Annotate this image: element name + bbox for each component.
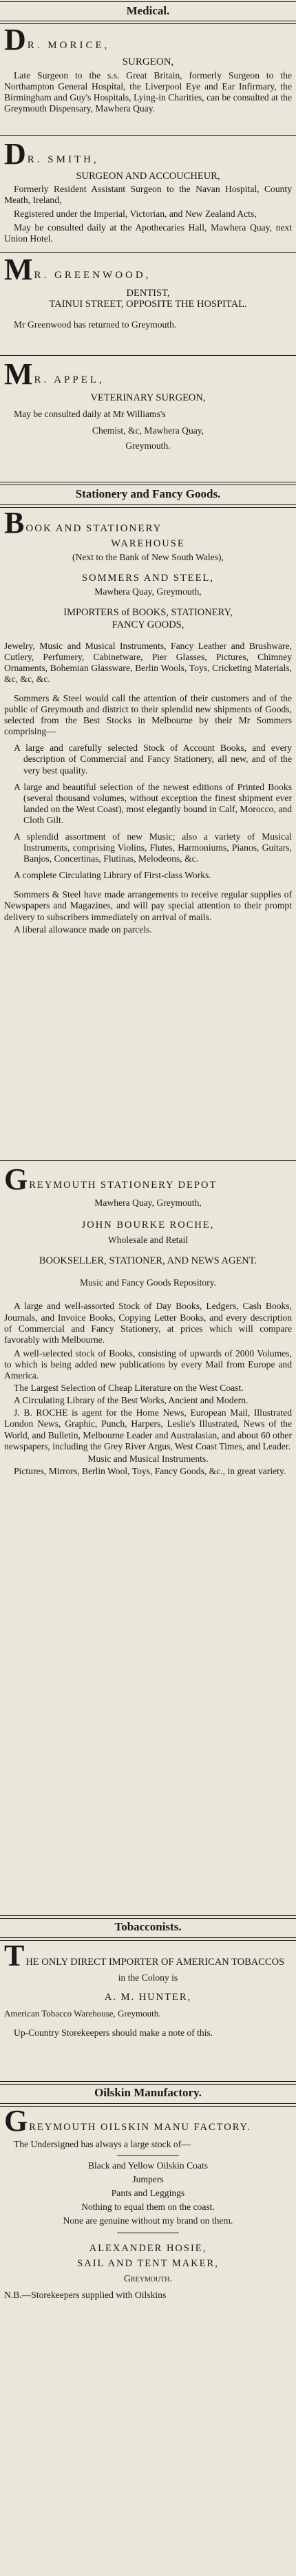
rule bbox=[0, 1915, 296, 1919]
ad-name: A. M. HUNTER, bbox=[104, 1992, 192, 2003]
ad-address: Mawhera Quay, Greymouth, bbox=[94, 586, 202, 597]
rule bbox=[0, 504, 296, 508]
ad-sommers-and-steel bbox=[4, 506, 292, 1158]
ad-list: Jewelry, Music and Musical Instruments, Fancy Leather and Brushware, Cutlery, Perfumery, Cabinetware, Pier Glasses, Pictures, Chimney Ornaments, Bohemian Glassware, Berlin Wools, Toys, Cricketing Materials, &c, &c, &c. bbox=[4, 640, 292, 684]
ad-firm: SOMMERS AND STEEL, bbox=[82, 573, 214, 584]
ad-body: The Largest Selection of Cheap Literature on the West Coast. bbox=[14, 1383, 244, 1394]
section-heading-oilskin: Oilskin Manufactory. bbox=[94, 2086, 202, 2099]
rule bbox=[0, 1160, 296, 1161]
section-heading-medical: Medical. bbox=[126, 4, 170, 17]
ad-hunter bbox=[4, 1939, 292, 2078]
ad-heading: IMPORTERS of BOOKS, STATIONERY, bbox=[63, 607, 233, 619]
section-heading-stationery: Stationery and Fancy Goods. bbox=[75, 487, 221, 500]
ad-item: Pants and Leggings bbox=[111, 2188, 185, 2199]
ad-name: JOHN BOURKE ROCHE, bbox=[81, 1220, 215, 1231]
ad-greenwood bbox=[4, 253, 292, 354]
rule bbox=[0, 2081, 296, 2085]
rule bbox=[0, 135, 296, 136]
ad-name: R. APPEL, bbox=[34, 374, 105, 385]
drop-cap: T bbox=[4, 1939, 25, 1972]
ad-name: R. GREENWOOD, bbox=[34, 270, 151, 281]
ad-roche bbox=[4, 1162, 292, 1910]
ad-body: Formerly Resident Assistant Surgeon to the Navan Hospital, County Meath, Ireland, bbox=[4, 184, 292, 206]
ad-title: DENTIST, bbox=[126, 288, 170, 299]
ad-body: Late Surgeon to the s.s. Great Britain, formerly Surgeon to the Northampton General Hospital, the Liverpool Eye and Ear Infirmary, the Birmingham and Guy's Hospitals, Lying-in Charities, can be consulted at the Greymouth Dispensary, Mawhera Quay. bbox=[4, 70, 292, 114]
ad-line: WAREHOUSE bbox=[111, 538, 185, 549]
ad-address: TAINUI STREET, OPPOSITE THE HOSPITAL. bbox=[49, 299, 247, 310]
ad-body: Chemist, &c, Mawhera Quay, bbox=[92, 425, 204, 436]
rule bbox=[0, 482, 296, 485]
ad-morice bbox=[4, 23, 292, 131]
ad-note: None are genuine without my brand on them. bbox=[63, 2215, 233, 2226]
rule bbox=[0, 2103, 296, 2107]
ad-address: American Tobacco Warehouse, Greymouth. bbox=[4, 2008, 161, 2019]
ad-heading: FANCY GOODS, bbox=[112, 619, 184, 631]
drop-cap: D bbox=[4, 23, 26, 56]
ad-hosie bbox=[4, 2104, 292, 2574]
ad-appel bbox=[4, 357, 292, 480]
ad-line: OOK AND STATIONERY bbox=[25, 523, 162, 534]
ad-body: The Undersigned has always a large stock of— bbox=[14, 2139, 191, 2149]
ad-body: A Circulating Library of the Best Works, Ancient and Modern. bbox=[14, 1395, 249, 1406]
ad-item: Black and Yellow Oilskin Coats bbox=[87, 2160, 209, 2171]
rule bbox=[117, 2155, 179, 2156]
ad-smith bbox=[4, 137, 292, 248]
ad-item: A large and beautiful selection of the newest editions of Printed Books (several thousand volumes, without exception the finest shipment ever landed on the West Coast), most elegantly bound in Calf, Morocco, and Cloth Gilt. bbox=[14, 781, 292, 825]
ad-body: Sommers & Steel would call the attention of their customers and of the public of Greymouth and district to their splendid new shipments of Goods, selected from the Best Stocks in Melbourne by their Mr Sommers comprising— bbox=[4, 692, 292, 737]
ad-body: J. B. ROCHE is agent for the Home News, European Mail, Illustrated London News, Graphic, Punch, Harpers, Leslie's Illustrated, News of the World, and Bulletin, Melbourne Leader and Australasian, and about 60 other newspapers, including the Grey River Argus, West Coast Times, and Leader. bbox=[4, 1407, 292, 1451]
drop-cap: G bbox=[4, 2104, 28, 2138]
drop-cap: D bbox=[4, 137, 26, 171]
ad-body: Registered under the Imperial, Victorian, and New Zealand Acts, bbox=[14, 209, 257, 220]
ad-line: (Next to the Bank of New South Wales), bbox=[72, 552, 224, 563]
ad-name: R. MORICE, bbox=[27, 40, 110, 51]
drop-cap: M bbox=[4, 357, 33, 391]
ad-body: A liberal allowance made on parcels. bbox=[14, 924, 152, 935]
ad-name: R. SMITH, bbox=[27, 154, 99, 165]
ad-body: May be consulted daily at Mr Williams's bbox=[14, 409, 166, 420]
drop-cap: B bbox=[4, 506, 25, 540]
ad-line: in the Colony is bbox=[118, 1972, 178, 1983]
ad-line: REYMOUTH STATIONERY DEPOT bbox=[29, 1180, 218, 1191]
ad-body: Greymouth. bbox=[125, 440, 171, 451]
rule bbox=[0, 355, 296, 356]
rule bbox=[0, 21, 296, 24]
drop-cap: M bbox=[4, 253, 33, 286]
ad-body: Pictures, Mirrors, Berlin Wool, Toys, Fancy Goods, &c., in great variety. bbox=[14, 1465, 286, 1476]
ad-trade: BOOKSELLER, STATIONER, AND NEWS AGENT. bbox=[39, 1255, 257, 1267]
ad-line: HE ONLY DIRECT IMPORTER OF AMERICAN TOBACCOS bbox=[25, 1957, 285, 1968]
ad-address: Mawhera Quay, Greymouth, bbox=[94, 1197, 202, 1208]
section-heading-tobacconists: Tobacconists. bbox=[114, 1920, 182, 1933]
ad-body: Mr Greenwood has returned to Greymouth. bbox=[14, 319, 177, 330]
ad-title: SURGEON AND ACCOUCHEUR, bbox=[76, 171, 220, 182]
ad-title: VETERINARY SURGEON, bbox=[90, 392, 206, 403]
ad-body: Sommers & Steel have made arrangements to receive regular supplies of Newspapers and Magazines, and will pay special attention to their prompt delivery to subscribers immediately on arrival of mails. bbox=[4, 889, 292, 922]
ad-item: A large and carefully selected Stock of Account Books, and every description of Commercial and Fancy Stationery, all new, and of the very best quality. bbox=[14, 743, 292, 776]
ad-body: Up-Country Storekeepers should make a note of this. bbox=[14, 2027, 213, 2039]
ad-body: Music and Musical Instruments. bbox=[87, 1453, 209, 1464]
ad-item: A complete Circulating Library of First-class Works. bbox=[14, 870, 211, 881]
ad-name: ALEXANDER HOSIE, bbox=[89, 2242, 207, 2254]
ad-town: Greymouth. bbox=[124, 2272, 172, 2284]
ad-trade: Wholesale and Retail bbox=[107, 1235, 189, 1246]
ad-trade: SAIL AND TENT MAKER, bbox=[77, 2257, 219, 2269]
ad-body: A well-selected stock of Books, consisting of upwards of 2000 Volumes, to which is being added new publications by every Mail from Europe and America. bbox=[4, 1348, 292, 1381]
ad-heading: Music and Fancy Goods Repository. bbox=[79, 1277, 217, 1288]
ad-title: SURGEON, bbox=[122, 56, 174, 67]
ad-body: A large and well-assorted Stock of Day Books, Ledgers, Cash Books, Journals, and Invoice Books, Copying Letter Books, and every description of Commercial and Fancy Stationery, at prices which will compare favorably with Melbourne. bbox=[4, 1301, 292, 1345]
ad-body: May be consulted daily at the Apothecaries Hall, Mawhera Quay, next Union Hotel. bbox=[4, 222, 292, 244]
drop-cap: G bbox=[4, 1162, 28, 1196]
ad-item: A splendid assortment of new Music; also a variety of Musical Instruments, comprising Violins, Flutes, Harmoniums, Pianos, Guitars, Banjos, Concertinas, Flutinas, Melodeons, &c. bbox=[14, 831, 292, 864]
rule bbox=[0, 252, 296, 253]
ad-item: Jumpers bbox=[132, 2174, 164, 2185]
ad-line: REYMOUTH OILSKIN MANU FACTORY. bbox=[29, 2122, 251, 2133]
rule bbox=[0, 1, 296, 2]
ad-note: N.B.—Storekeepers supplied with Oilskins bbox=[4, 2289, 167, 2300]
ad-item: Nothing to equal them on the coast. bbox=[81, 2202, 215, 2213]
rule bbox=[0, 1937, 296, 1941]
